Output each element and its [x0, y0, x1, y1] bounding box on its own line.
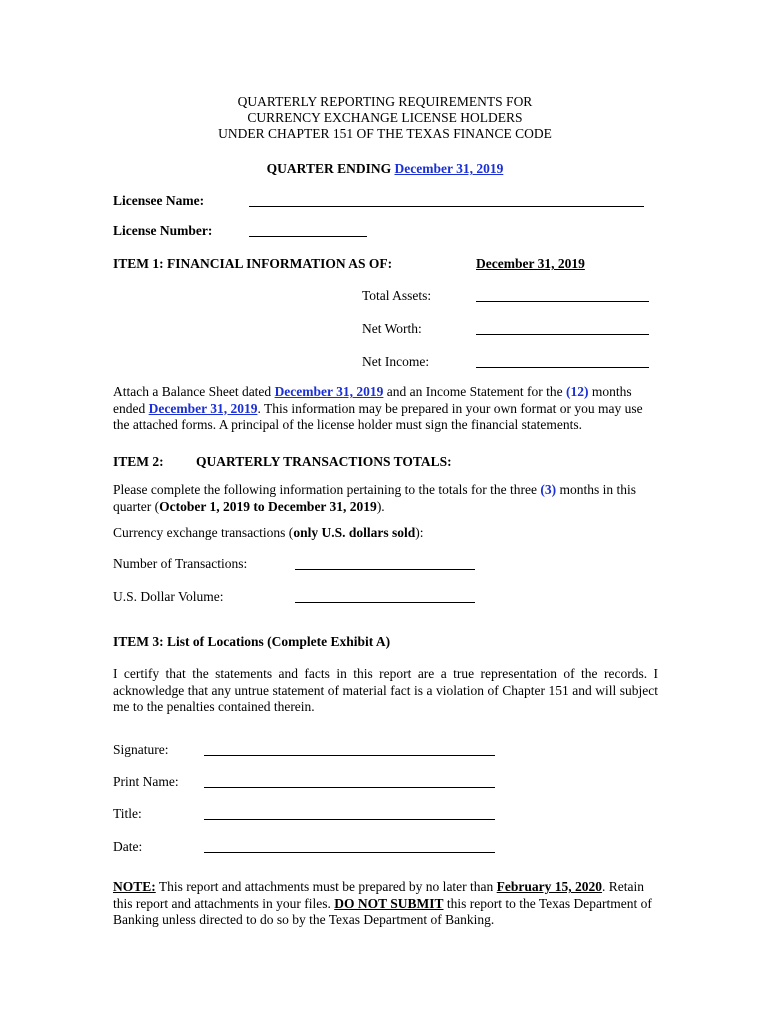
note-deadline: February 15, 2020	[496, 879, 603, 894]
note-text-2: . Retain this report and attachments in your files.	[113, 879, 645, 911]
item1-para-text-4: . This information may be prepared in your own format or you may use the attached forms. A principal of the license holder must sign the financial statements.	[113, 400, 643, 432]
item2-para-text-1: Please complete the following information pertaining to the totals for the three	[113, 482, 541, 497]
licensee-name-field[interactable]	[249, 206, 644, 207]
quarter-ending	[0, 161, 770, 177]
currency-text-2: ):	[415, 525, 424, 540]
quarter-ending-date[interactable]: December 31, 2019	[394, 161, 504, 176]
print-name-label: Print Name:	[113, 774, 179, 789]
item1-date: December 31, 2019	[476, 256, 585, 271]
item1-title: ITEM 1: FINANCIAL INFORMATION AS OF:	[113, 256, 393, 271]
note-text-1: This report and attachments must be prepared by no later than	[155, 879, 497, 894]
three-months[interactable]: (3)	[540, 482, 557, 497]
item2-para-text-2: months in this quarter (	[113, 482, 637, 514]
licensee-name-label: Licensee Name:	[113, 193, 205, 208]
number-of-transactions-field[interactable]	[295, 569, 475, 570]
item1-paragraph	[113, 384, 658, 434]
dollar-volume-label: U.S. Dollar Volume:	[113, 589, 224, 604]
date-label: Date:	[113, 839, 143, 854]
item1-para-text-3: months ended	[113, 384, 632, 416]
signature-label: Signature:	[113, 742, 169, 757]
months-count[interactable]: (12)	[565, 384, 589, 399]
note-paragraph	[113, 879, 658, 929]
title-label: Title:	[113, 806, 142, 821]
quarter-range: October 1, 2019 to December 31, 2019	[159, 498, 377, 514]
dollar-volume-field[interactable]	[295, 602, 475, 603]
item2-label: ITEM 2:	[113, 454, 164, 469]
note-text-3: this report to the Texas Department of Banking unless directed to do so by the Texas Department of Banking.	[113, 895, 652, 927]
currency-text-1: Currency exchange transactions (	[113, 525, 294, 540]
currency-bold: only U.S. dollars sold	[293, 525, 416, 540]
certify-paragraph: I certify that the statements and facts in this report are a true representation of the records. I acknowledge that any untrue statement of material fact is a violation of Chapter 151 and will subject me to the penalties contained therein.	[113, 666, 658, 714]
header-line-3: UNDER CHAPTER 151 OF THE TEXAS FINANCE CODE	[218, 126, 552, 141]
currency-exchange-line	[113, 525, 423, 541]
total-assets-label: Total Assets:	[362, 288, 432, 303]
quarter-ending-label: QUARTER ENDING	[266, 161, 392, 176]
print-name-field[interactable]	[204, 787, 495, 788]
note-do-not-submit: DO NOT SUBMIT	[334, 895, 444, 911]
number-of-transactions-label: Number of Transactions:	[113, 556, 248, 571]
item3-title: ITEM 3: List of Locations (Complete Exhibit A)	[113, 634, 391, 649]
net-worth-label: Net Worth:	[362, 321, 422, 336]
net-worth-field[interactable]	[476, 334, 649, 335]
license-number-label: License Number:	[113, 223, 213, 238]
item1-para-text-1: Attach a Balance Sheet dated	[113, 384, 275, 399]
item2-para-text-3: ).	[376, 498, 385, 514]
header-line-2: CURRENCY EXCHANGE LICENSE HOLDERS	[247, 110, 523, 125]
balance-sheet-date[interactable]: December 31, 2019	[274, 384, 384, 399]
item2-paragraph	[113, 482, 658, 515]
item1-para-text-2: and an Income Statement for the	[383, 384, 566, 399]
license-number-field[interactable]	[249, 236, 367, 237]
date-field[interactable]	[204, 852, 495, 853]
title-field[interactable]	[204, 819, 495, 820]
signature-field[interactable]	[204, 755, 495, 756]
note-label: NOTE:	[113, 879, 156, 894]
total-assets-field[interactable]	[476, 301, 649, 302]
header-line-1: QUARTERLY REPORTING REQUIREMENTS FOR	[237, 94, 533, 109]
income-statement-date[interactable]: December 31, 2019	[148, 400, 258, 416]
net-income-field[interactable]	[476, 367, 649, 368]
net-income-label: Net Income:	[362, 354, 430, 369]
item2-title: QUARTERLY TRANSACTIONS TOTALS:	[196, 454, 452, 469]
